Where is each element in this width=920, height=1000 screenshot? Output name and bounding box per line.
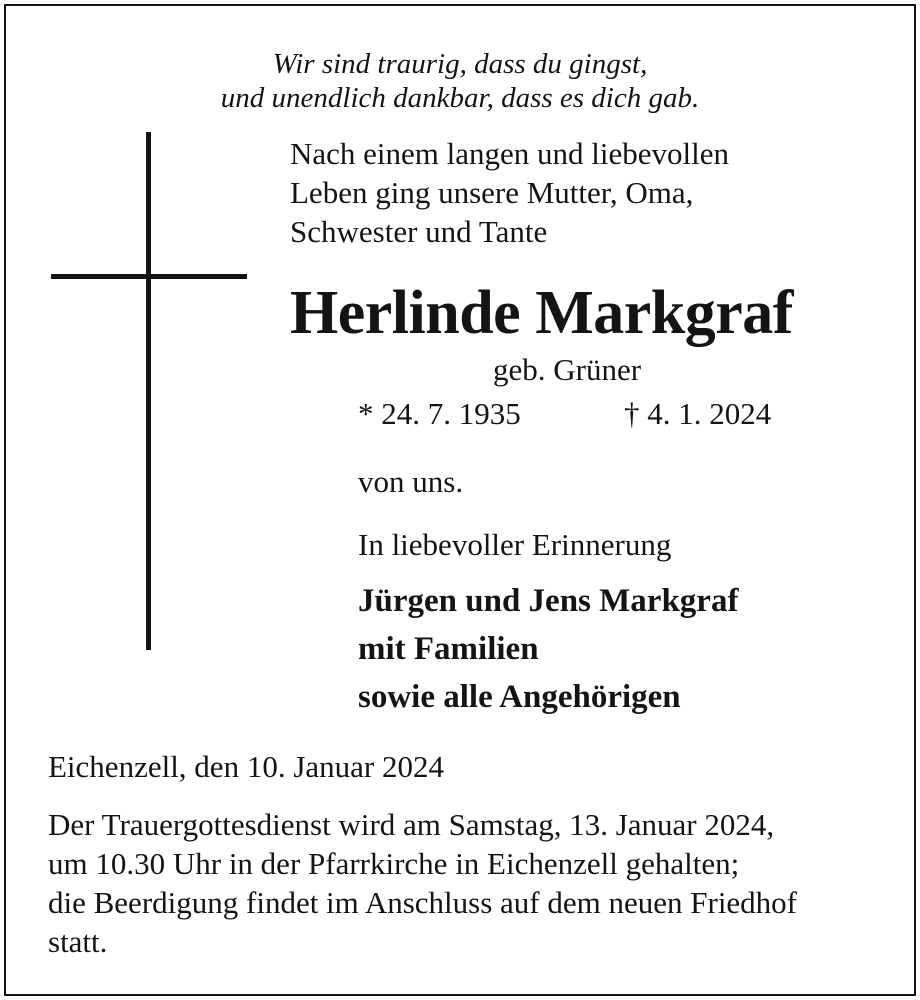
service-line-2: um 10.30 Uhr in der Pfarrkirche in Eichenzell gehalten; xyxy=(48,846,740,881)
deceased-name: Herlinde Markgraf xyxy=(290,279,793,347)
birth-symbol: * xyxy=(358,396,374,431)
service-line-3: die Beerdigung findet im Anschluss auf dem neuen Friedhof xyxy=(48,885,798,920)
remembrance-text: In liebevoller Erinnerung xyxy=(358,527,672,562)
service-line-1: Der Trauergottesdienst wird am Samstag, 13. Januar 2024, xyxy=(48,807,775,842)
family-line-3: sowie alle Angehörigen xyxy=(358,679,681,715)
maiden-name: geb. Grüner xyxy=(493,352,642,387)
intro-line-3: Schwester und Tante xyxy=(290,214,548,249)
family-line-1: Jürgen und Jens Markgraf xyxy=(358,583,739,619)
death-date-line xyxy=(624,394,771,433)
intro-line-1: Nach einem langen und liebevollen xyxy=(290,136,730,171)
death-date: 4. 1. 2024 xyxy=(647,396,772,431)
motto-line-1: Wir sind traurig, dass du gingst, xyxy=(272,48,648,80)
intro-line-2: Leben ging unsere Mutter, Oma, xyxy=(290,175,694,210)
birth-date-line xyxy=(358,394,521,433)
service-line-4: statt. xyxy=(48,924,108,959)
birth-date: 24. 7. 1935 xyxy=(381,396,521,431)
motto-line-2: und unendlich dankbar, dass es dich gab. xyxy=(220,82,700,114)
place-date: Eichenzell, den 10. Januar 2024 xyxy=(48,749,444,784)
family-line-2: mit Familien xyxy=(358,631,539,667)
closing-text: von uns. xyxy=(358,464,464,499)
death-symbol: † xyxy=(624,396,640,431)
